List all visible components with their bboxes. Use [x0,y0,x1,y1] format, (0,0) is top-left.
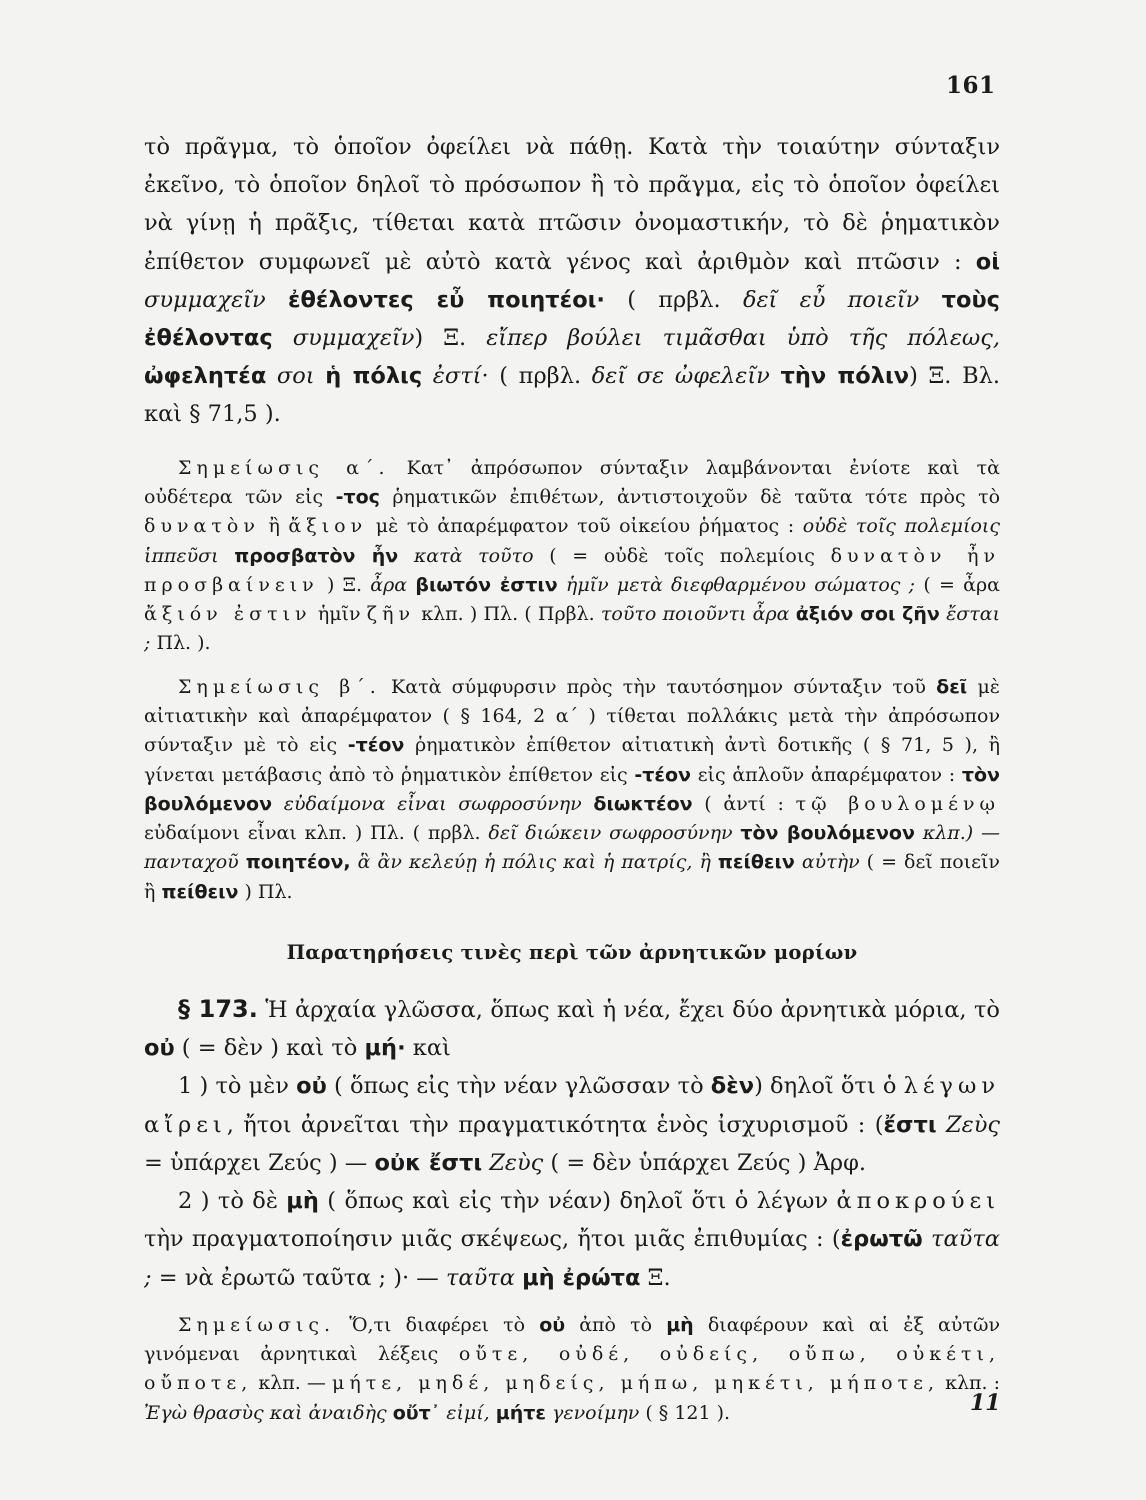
paragraph-main: τὸ πρᾶγμα, τὸ ὁποῖον ὀφείλει νὰ πάθῃ. Κατὰ τὴν τοιαύτην σύνταξιν ἐκεῖνο, τὸ ὁποῖον δηλοῖ τὸ πρόσωπον ἢ τὸ πρᾶγμα, εἰς τὸ ὁποῖον ὀφείλει νὰ γίνῃ ἡ πρᾶξις, τίθεται κατὰ πτῶσιν ὀνομαστικήν, τὸ δὲ ῥηματικὸν ἐπίθετον συμφωνεῖ μὲ αὐτὸ κατὰ γένος καὶ ἀριθμὸν καὶ πτῶσιν : οἱ συμμαχεῖν ἐθέλοντες εὖ ποιητέοι· ( πρβλ. δεῖ εὖ ποιεῖν τοὺς ἐθέλοντας συμμαχεῖν) Ξ. εἴπερ βούλει τιμᾶσθαι ὑπὸ τῆς πόλεως, ὠφελητέα σοι ἡ πόλις ἐστί· ( πρβλ. δεῖ σε ὠφελεῖν τὴν πόλιν) Ξ. Βλ. καὶ § 71,5 ). [144,134,1001,428]
note-alpha: Σημείωσις α΄. Κατ᾽ ἀπρόσωπον σύνταξιν λαμβάνονται ἐνίοτε καὶ τὰ οὐδέτερα τῶν εἰς -τος ῥηματικῶν ἐπιθέτων, ἀντιστοιχοῦν δὲ ταῦτα τότε πρὸς τὸ δυνατὸν ἢ ἄξιον μὲ τὸ ἀπαρέμφατον τοῦ οἰκείου ῥήματος : οὐδὲ τοῖς πολεμίοις ἱππεῦσι προσβατὸν ἦν κατὰ τοῦτο ( = οὐδὲ τοῖς πολεμίοις δυνατὸν ἦν προσβαίνειν ) Ξ. ἆρα βιωτόν ἐστιν ἡμῖν μετὰ διεφθαρμένου σώματος ; ( = ἆρα ἄξιόν ἐστιν ἡμῖν ζῆν κλπ. ) Πλ. ( Πρβλ. τοῦτο ποιοῦντι ἆρα ἀξιόν σοι ζῆν ἔσται ; Πλ. ). [144,456,1001,655]
section-173-intro: § 173. Ἡ ἀρχαία γλῶσσα, ὅπως καὶ ἡ νέα, ἔχει δύο ἀρνητικὰ μόρια, τὸ οὐ ( = δὲν ) καὶ τὸ μή· καὶ [144,995,1000,1062]
note-negatives: Σημείωσις. Ὅ,τι διαφέρει τὸ οὐ ἀπὸ τὸ μὴ διαφέρουν καὶ αἱ ἐξ αὐτῶν γινόμεναι ἀρνητικαὶ λέξεις οὔτε, οὐδέ, οὐδείς, οὔπω, οὐκέτι, οὔποτε, κλπ. — μήτε, μηδέ, μηδείς, μήπω, μηκέτι, μήποτε, κλπ. : Ἐγὼ θρασὺς καὶ ἀναιδὴς οὔτ᾽ εἰμί, μήτε γενοίμην ( § 121 ). [144,1313,1000,1424]
section-heading: Παρατηρήσεις τινὲς περὶ τῶν ἀρνητικῶν μορίων [286,941,858,965]
page-number: 161 [946,72,996,99]
note-beta: Σημείωσις β΄. Κατὰ σύμφυρσιν πρὸς τὴν ταυτόσημον σύνταξιν τοῦ δεῖ μὲ αἰτιατικὴν καὶ ἀπαρέμφατον ( § 164, 2 α΄ ) τίθεται πολλάκις μετὰ τὴν ἀπρόσωπον σύνταξιν μὲ τὸ εἰς -τέον ῥηματικὸν ἐπίθετον αἰτιατικὴ ἀντὶ δοτικῆς ( § 71, 5 ), ἢ γίνεται μετάβασις ἀπὸ τὸ ῥηματικὸν ἐπίθετον εἰς -τέον εἰς ἁπλοῦν ἀπαρέμφατον : τὸν βουλόμενον εὐδαίμονα εἶναι σωφροσύνην διωκτέον ( ἀντί : τῷ βουλομένῳ εὐδαίμονι εἶναι κλπ. ) Πλ. ( πρβλ. δεῖ διώκειν σωφροσύνην τὸν βουλόμενον κλπ.) — πανταχοῦ ποιητέον, ἃ ἂν κελεύῃ ἡ πόλις καὶ ἡ πατρίς, ἢ πείθειν αὐτὴν ( = δεῖ ποιεῖν ἢ πείθειν ) Πλ. [144,675,1001,903]
section-number: § 173. [178,995,258,1024]
signature-mark: 11 [970,1390,1001,1416]
list-item-1: 1 ) τὸ μὲν οὐ ( ὅπως εἰς τὴν νέαν γλῶσσαν τὸ δὲν) δηλοῖ ὅτι ὁ λέγων αἴρει, ἤτοι ἀρνεῖται τὴν πραγματικότητα ἑνὸς ἰσχυρισμοῦ : (ἔστι Ζεὺς = ὑπάρχει Ζεύς ) — οὐκ ἔστι Ζεὺς ( = δὲν ὑπάρχει Ζεύς ) Ἀρφ. [144,1073,1000,1176]
text-body [144,128,1000,1428]
list-item-2: 2 ) τὸ δὲ μὴ ( ὅπως καὶ εἰς τὴν νέαν) δηλοῖ ὅτι ὁ λέγων ἀποκρούει τὴν πραγματοποίησιν μιᾶς σκέψεως, ἤτοι μιᾶς ἐπιθυμίας : (ἐρωτῶ ταῦτα ; = νὰ ἐρωτῶ ταῦτα ; )· — ταῦτα μὴ ἐρώτα Ξ. [144,1188,1000,1291]
